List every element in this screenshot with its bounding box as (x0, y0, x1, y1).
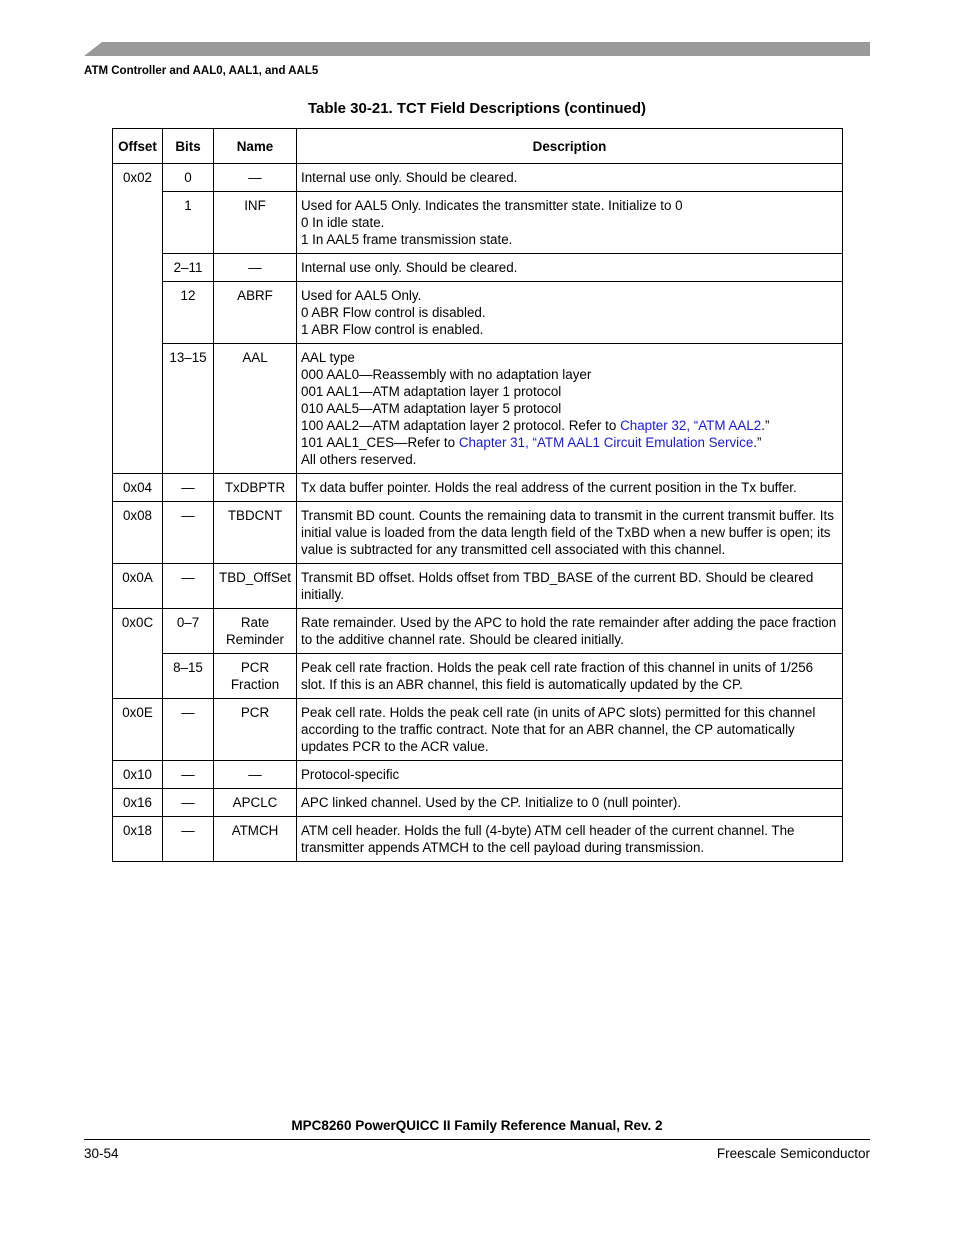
column-header-offset: Offset (113, 129, 163, 164)
name-cell: ATMCH (214, 817, 297, 862)
description-cell: Transmit BD offset. Holds offset from TBD_BASE of the current BD. Should be cleared initially. (297, 564, 843, 609)
bits-cell: 0–7 (163, 609, 214, 654)
offset-cell: 0x16 (113, 789, 163, 817)
tct-field-table (112, 128, 843, 862)
description-line: Used for AAL5 Only. (301, 288, 422, 303)
description-line: All others reserved. (301, 452, 417, 467)
offset-cell: 0x04 (113, 474, 163, 502)
name-cell: ABRF (214, 282, 297, 344)
description-line: 1 In AAL5 frame transmission state. (301, 232, 513, 247)
bits-cell: — (163, 502, 214, 564)
description-cell (297, 192, 843, 254)
description-line: 0 ABR Flow control is disabled. (301, 305, 486, 320)
footer-divider (84, 1139, 870, 1140)
footer-manual-title: MPC8260 PowerQUICC II Family Reference Manual, Rev. 2 (291, 1118, 663, 1133)
table-row (113, 502, 843, 564)
description-text: 101 AAL1_CES—Refer to (301, 435, 459, 450)
bits-cell: — (163, 761, 214, 789)
offset-cell: 0x18 (113, 817, 163, 862)
name-cell: AAL (214, 344, 297, 474)
name-cell: — (214, 761, 297, 789)
column-header-description: Description (297, 129, 843, 164)
bits-cell: — (163, 817, 214, 862)
offset-cell: 0x10 (113, 761, 163, 789)
offset-cell: 0x0A (113, 564, 163, 609)
description-cell (297, 344, 843, 474)
description-cell: Internal use only. Should be cleared. (297, 164, 843, 192)
bits-cell: — (163, 699, 214, 761)
description-cell: Rate remainder. Used by the APC to hold the rate remainder after adding the pace fraction to the additive channel rate. Should be cleared initially. (297, 609, 843, 654)
table-row (113, 699, 843, 761)
running-title: ATM Controller and AAL0, AAL1, and AAL5 (84, 65, 319, 77)
table-caption: Table 30-21. TCT Field Descriptions (continued) (307, 100, 647, 117)
chapter-32-link[interactable]: Chapter 32, “ATM AAL2 (620, 418, 762, 433)
description-line: Used for AAL5 Only. Indicates the transmitter state. Initialize to 0 (301, 198, 683, 213)
name-cell: PCR Fraction (214, 654, 297, 699)
bits-cell: 0 (163, 164, 214, 192)
bits-cell: — (163, 474, 214, 502)
description-line: 001 AAL1—ATM adaptation layer 1 protocol (301, 384, 562, 399)
table-row (113, 654, 843, 699)
table-row (113, 164, 843, 192)
description-line: 010 AAL5—ATM adaptation layer 5 protocol (301, 401, 562, 416)
description-line: 0 In idle state. (301, 215, 385, 230)
offset-cell: 0x08 (113, 502, 163, 564)
table-row (113, 192, 843, 254)
table-row (113, 789, 843, 817)
header-bar (84, 42, 870, 56)
name-cell: INF (214, 192, 297, 254)
company-name: Freescale Semiconductor (716, 1146, 870, 1161)
description-cell: Internal use only. Should be cleared. (297, 254, 843, 282)
description-text: 100 AAL2—ATM adaptation layer 2 protocol. Refer to (301, 418, 621, 433)
description-line (301, 434, 838, 451)
name-cell: PCR (214, 699, 297, 761)
offset-cell: 0x0C (113, 609, 163, 699)
bits-cell: — (163, 789, 214, 817)
table-row (113, 609, 843, 654)
name-cell: TBD_OffSet (214, 564, 297, 609)
name-cell: APCLC (214, 789, 297, 817)
name-cell: TBDCNT (214, 502, 297, 564)
description-line: AAL type (301, 350, 355, 365)
bits-cell: 2–11 (163, 254, 214, 282)
bits-cell: — (163, 564, 214, 609)
description-line (301, 417, 838, 434)
table-row (113, 817, 843, 862)
chapter-31-link[interactable]: Chapter 31, “ATM AAL1 Circuit Emulation Service (458, 435, 754, 450)
bits-cell: 1 (163, 192, 214, 254)
table-row (113, 254, 843, 282)
description-text: .” (761, 418, 770, 433)
column-header-name: Name (214, 129, 297, 164)
description-line: 000 AAL0—Reassembly with no adaptation layer (301, 367, 592, 382)
description-cell: Tx data buffer pointer. Holds the real address of the current position in the Tx buffer. (297, 474, 843, 502)
name-cell: — (214, 254, 297, 282)
table-row (113, 564, 843, 609)
description-text: .” (753, 435, 762, 450)
name-cell: Rate Reminder (214, 609, 297, 654)
description-cell: Protocol-specific (297, 761, 843, 789)
offset-cell: 0x02 (113, 164, 163, 474)
table-row (113, 282, 843, 344)
bits-cell: 13–15 (163, 344, 214, 474)
table-row (113, 474, 843, 502)
description-cell: Peak cell rate fraction. Holds the peak cell rate fraction of this channel in units of 1/256 slot. If this is an ABR channel, this field is automatically updated by the CP. (297, 654, 843, 699)
bits-cell: 8–15 (163, 654, 214, 699)
description-cell: Transmit BD count. Counts the remaining data to transmit in the current transmit buffer. Its initial value is loaded from the data length field of the TxBD when a new buffer is open; its value is subtracted for any transmitted cell associated with this channel. (297, 502, 843, 564)
column-header-bits: Bits (163, 129, 214, 164)
page-number: 30-54 (84, 1146, 119, 1161)
name-cell: — (214, 164, 297, 192)
table-row (113, 344, 843, 474)
description-cell: ATM cell header. Holds the full (4-byte) ATM cell header of the current channel. The transmitter appends ATMCH to the cell payload during transmission. (297, 817, 843, 862)
bits-cell: 12 (163, 282, 214, 344)
description-line: 1 ABR Flow control is enabled. (301, 322, 484, 337)
name-cell: TxDBPTR (214, 474, 297, 502)
offset-cell: 0x0E (113, 699, 163, 761)
description-cell: APC linked channel. Used by the CP. Initialize to 0 (null pointer). (297, 789, 843, 817)
table-row (113, 761, 843, 789)
description-cell (297, 282, 843, 344)
table-header-row (113, 129, 843, 164)
description-cell: Peak cell rate. Holds the peak cell rate (in units of APC slots) permitted for this channel according to the traffic contract. Note that for an ABR channel, the CP automatically updates PCR to the ACR value. (297, 699, 843, 761)
